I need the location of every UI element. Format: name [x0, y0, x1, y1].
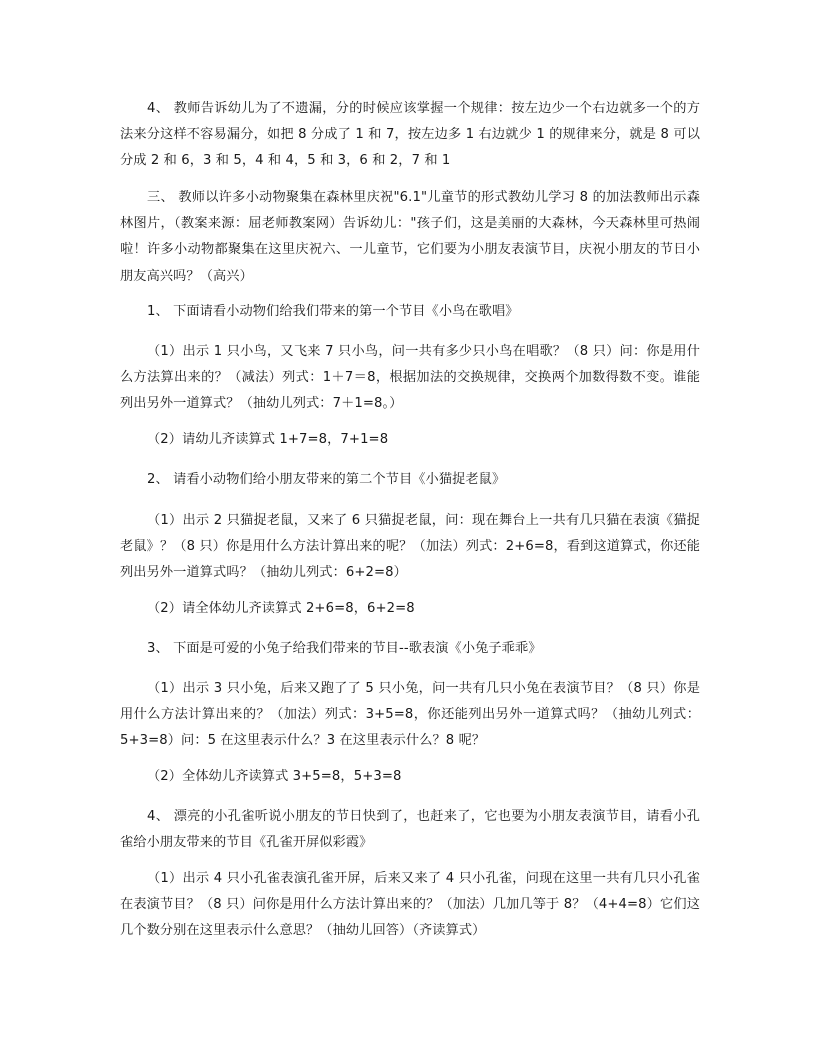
paragraph-program-three-title: 3、 下面是可爱的小兔子给我们带来的节目--歌表演《小兔子乖乖》	[147, 641, 542, 656]
paragraph-program-three-step-2: （2）全体幼儿齐读算式 3+5=8，5+3=8	[147, 769, 402, 784]
paragraph-section-three-intro: 三、 教师以许多小动物聚集在森林里庆祝"6.1"儿童节的形式教幼儿学习 8 的加法教师出示森林图片，（教案来源：屈老师教案网）告诉幼儿："孩子们，这是美丽的大森林，今天森林里可热闹啦！许多小动物都聚集在这里庆祝六、一儿童节，它们要为小朋友表演节目，庆祝小朋友的节日小朋友高兴吗？（高兴）	[120, 190, 700, 284]
paragraph-program-four-title: 4、 漂亮的小孔雀听说小朋友的节日快到了，也赶来了，它也要为小朋友表演节目，请看小孔雀给小朋友带来的节目《孔雀开屏似彩霞》	[120, 809, 700, 851]
paragraph-program-one-step-1: （1）出示 1 只小鸟，又飞来 7 只小鸟，问一共有多少只小鸟在唱歌？（8 只）问：你是用什么方法算出来的？（减法）列式：1＋7＝8，根据加法的交换规律，交换两个加数得数不变。谁能列出另外一道算式？（抽幼儿列式：7＋1=8。）	[120, 344, 700, 412]
paragraph-program-one-step-2: （2）请幼儿齐读算式 1+7=8，7+1=8	[147, 432, 389, 447]
paragraph-program-three-step-1: （1）出示 3 只小兔，后来又跑了了 5 只小兔，问一共有几只小兔在表演节目？（8 只）你是用什么方法计算出来的？（加法）列式：3+5=8，你还能列出另外一道算式吗？（抽幼儿列式：5+3=8）问：5 在这里表示什么？3 在这里表示什么？8 呢？	[120, 681, 700, 749]
paragraph-program-four-step-1: （1）出示 4 只小孔雀表演孔雀开屏，后来又来了 4 只小孔雀，问现在这里一共有几只小孔雀在表演节目？（8 只）问你是用什么方法计算出来的？（加法）几加几等于 8？（4+4=8）它们这几个数分别在这里表示什么意思？（抽幼儿回答）（齐读算式）	[120, 871, 700, 939]
paragraph-program-one-title: 1、 下面请看小动物们给我们带来的第一个节目《小鸟在歌唱》	[147, 304, 519, 319]
paragraph-program-two-step-1: （1）出示 2 只猫捉老鼠，又来了 6 只猫捉老鼠，问：现在舞台上一共有几只猫在表演《猫捉老鼠》？（8 只）你是用什么方法计算出来的呢？（加法）列式：2+6=8，看到这道算式，你还能列出另外一道算式吗？（抽幼儿列式：6+2=8）	[120, 513, 700, 581]
paragraph-rule-of-splitting: 4、 教师告诉幼儿为了不遗漏，分的时候应该掌握一个规律：按左边少一个右边就多一个的方法来分这样不容易漏分，如把 8 分成了 1 和 7，按左边多 1 右边就少 1 的规律来分，就是 8 可以分成 2 和 6，3 和 5，4 和 4，5 和 3，6 和 2，7 和 1	[120, 101, 700, 169]
paragraph-program-two-title: 2、 请看小动物们给小朋友带来的第二个节目《小猫捉老鼠》	[147, 472, 506, 487]
paragraph-program-two-step-2: （2）请全体幼儿齐读算式 2+6=8，6+2=8	[147, 601, 415, 616]
